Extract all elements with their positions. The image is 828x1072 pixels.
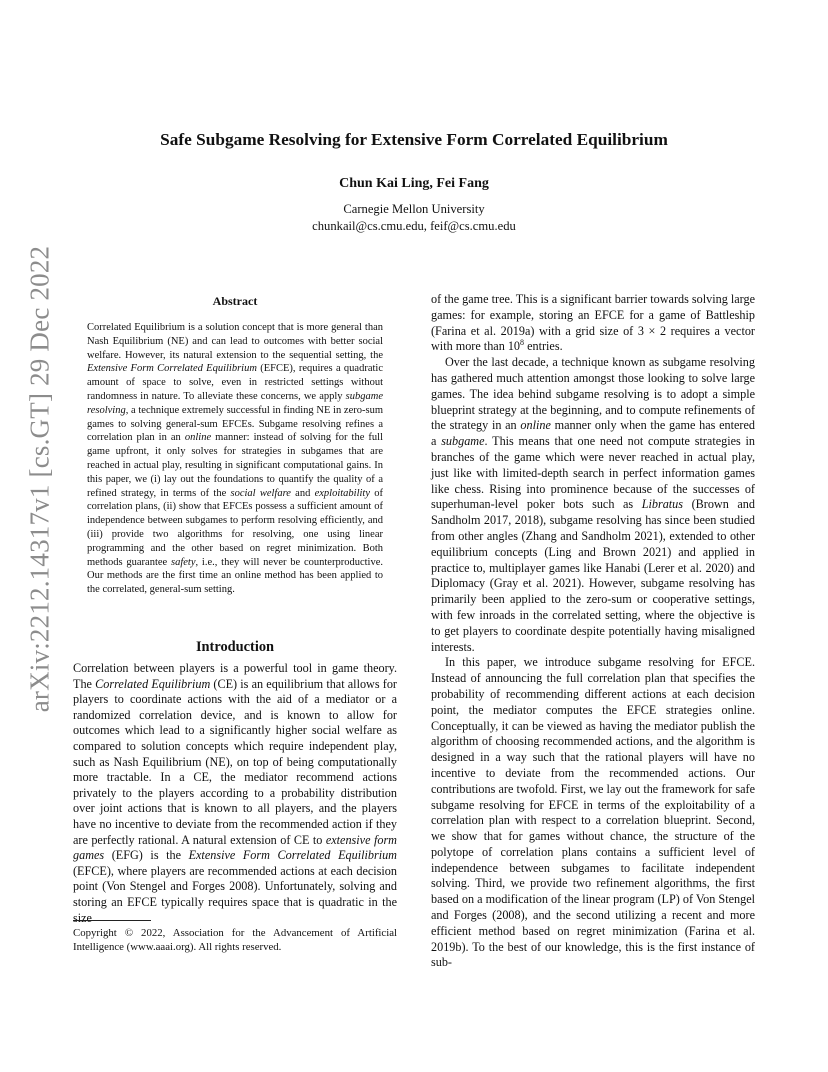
right-paragraph-2: Over the last decade, a technique known as subgame resolving has gathered much attention amongst those looking to solve large games. The idea behind subgame resolving is to adopt a simple blueprint strategy at the beginning, and to compute refinements of the strategy in an online manner only when the game has entered a subgame. This means that one need not compute strategies in branches of the game which were never reached in actual play, just like with limited-depth search in perfect information games like chess. Rising into prominence because of the successes of superhuman-level poker bots such as Libratus (Brown and Sandholm 2017, 2018), subgame resolving has since been studied from other angles (Zhang and Sandholm 2021), extended to other equilibrium concepts (Ling and Brown 2021) and applied in practice to, multiplayer games like Hanabi (Lerer et al. 2020) and Diplomacy (Gray et al. 2021). However, subgame resolving has primarily been applied to the zero-sum or cooperative settings, with few inroads in the correlated setting, where the objective is to get players to coordinate despite potentially having misaligned interests. [431, 355, 755, 654]
right-paragraph-1: of the game tree. This is a significant barrier towards solving large games: for example, storing an EFCE for a game of Battleship (Farina et al. 2019a) with a grid size of 3 × 2 requires a vector with more than $10^8$ entries. [431, 292, 755, 354]
author-list: Chun Kai Ling, Fei Fang [339, 176, 489, 191]
paper-title: Safe Subgame Resolving for Extensive Form Correlated Equilibrium [160, 130, 668, 149]
abstract-body [87, 321, 383, 597]
introduction-paragraph: Correlation between players is a powerful tool in game theory. The Correlated Equilibrium (CE) is an equilibrium that allows for players to coordinate actions with the aid of a mediator or a randomized correlation device, and is known to allow for outcomes which lead to a significantly higher social welfare as compared to solution concepts which require independent play, such as Nash Equilibrium (NE), on top of being computationally more tractable. In a CE, the mediator recommend actions privately to the players according to a probability distribution over joint actions that is known to all players, and the players have no incentive to deviate from the recommended action if they are perfectly rational. A natural extension of CE to extensive form games (EFG) is the Extensive Form Correlated Equilibrium (EFCE), where players are recommended actions at each decision point (Von Stengel and Forges 2008). Unfortunately, solving and storing an EFCE typically requires space that is quadratic in the size [73, 661, 397, 925]
abstract-heading: Abstract [212, 294, 258, 308]
copyright-footnote: Copyright © 2022, Association for the Advancement of Artificial Intelligence (www.aaai.org). All rights reserved. [73, 927, 397, 953]
right-column [431, 292, 755, 971]
right-paragraph-3: In this paper, we introduce subgame resolving for EFCE. Instead of announcing the full correlation plan that specifies the probability of recommending different actions at each decision point, the mediator computes the EFCE strategies online. Conceptually, it can be viewed as having the mediator publish the algorithm of choosing recommended actions, and the algorithm is designed in a way such that the rational players will have no incentive to deviate from the recommended actions. Our contributions are twofold. First, we lay out the framework for safe subgame resolving for EFCE in terms of the exploitability of a correlation plan with respect to a correlation blueprint. Second, we show that for games without chance, the structure of the polytope of correlation plans contains a sufficient level of independence between subgames to facilitate independent solving. Third, we provide two refinement algorithms, the first based on a modification of the linear program (LP) of Von Stengel and Forges (2008), and the second utilizing a recent and more efficient method based on regret minimization (Farina et al. 2019b). To the best of our knowledge, this is the first instance of sub- [431, 655, 755, 970]
abstract-paragraph: Correlated Equilibrium is a solution concept that is more general than Nash Equilibrium (NE) and can lead to outcomes with better social welfare. However, its natural extension to the sequential setting, the Extensive Form Correlated Equilibrium (EFCE), requires a quadratic amount of space to solve, even in restricted settings without randomness in nature. To alleviate these concerns, we apply subgame resolving, a technique extremely successful in finding NE in zero-sum games to solving general-sum EFCEs. Subgame resolving refines a correlation plan in an online manner: instead of solving for the full game upfront, it only solves for strategies in subgames that are reached in actual play, resulting in significant computational gains. In this paper, we (i) lay out the foundations to quantify the quality of a refined strategy, in terms of the social welfare and exploitability of correlation plans, (ii) show that EFCEs possess a sufficient amount of independence between subgames to perform resolving efficiently, and (iii) provide two algorithms for resolving, one using linear programming and the other based on regret minimization. Both methods guarantee safety, i.e., they will never be counterproductive. Our methods are the first time an online method has been applied to the correlated, general-sum setting. [87, 322, 383, 596]
footnote-rule [73, 920, 151, 921]
affiliation: Carnegie Mellon University [343, 202, 485, 216]
author-emails: chunkail@cs.cmu.edu, feif@cs.cmu.edu [312, 219, 516, 233]
introduction-body [73, 661, 397, 926]
affiliation-block [0, 201, 828, 235]
introduction-heading: Introduction [195, 639, 275, 655]
arxiv-identifier: arXiv:2212.14317v1 [cs.GT] 29 Dec 2022 [24, 245, 55, 713]
arxiv-sidebar [20, 245, 60, 713]
